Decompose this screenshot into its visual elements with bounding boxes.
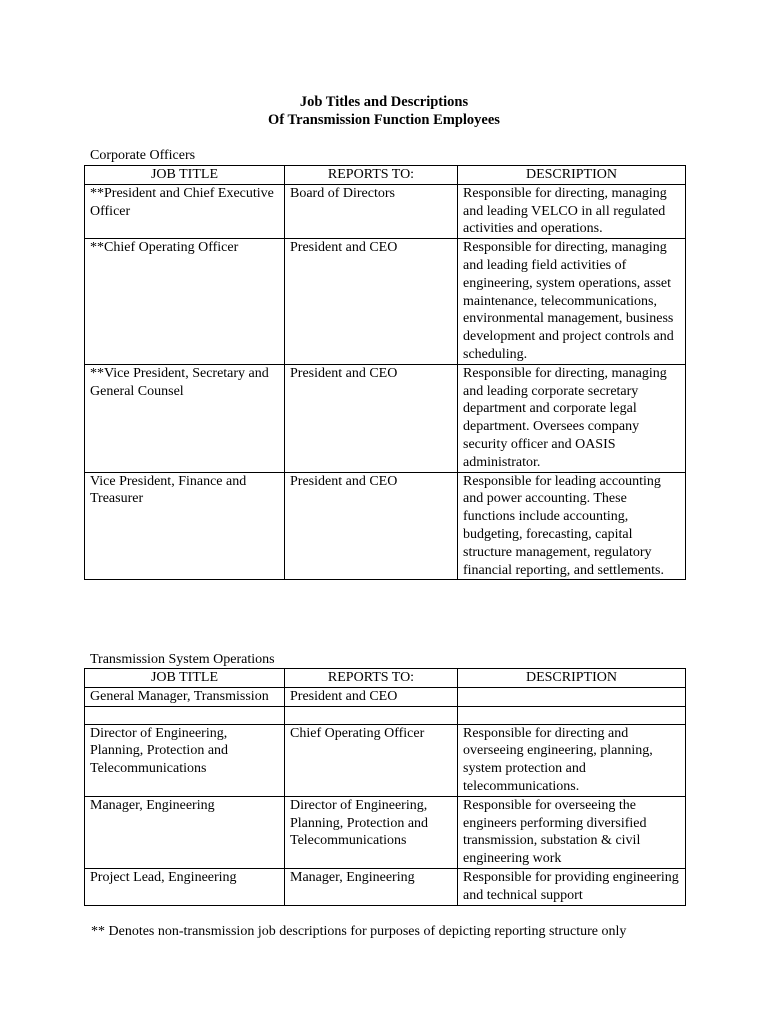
reports-to-cell: Chief Operating Officer: [285, 724, 458, 796]
footnote: ** Denotes non-transmission job descriptions for purposes of depicting reporting structure only: [91, 924, 627, 939]
reports-to-cell: President and CEO: [285, 364, 458, 472]
header-job-title: JOB TITLE: [85, 669, 285, 688]
job-title-cell: Project Lead, Engineering: [85, 868, 285, 905]
description-cell: Responsible for overseeing the engineers performing diversified transmission, substation & civil engineering work: [458, 796, 686, 868]
table-header-row: [85, 669, 686, 688]
reports-to-cell: President and CEO: [285, 239, 458, 365]
job-title-cell: [85, 706, 285, 724]
job-title-cell: Director of Engineering, Planning, Protection and Telecommunications: [85, 724, 285, 796]
table-row: [85, 796, 686, 868]
document-title-line-1: Job Titles and Descriptions: [299, 94, 469, 110]
table-row: [85, 364, 686, 472]
job-title-cell: **Chief Operating Officer: [85, 239, 285, 365]
job-title-cell: General Manager, Transmission: [85, 687, 285, 706]
description-cell: Responsible for directing, managing and leading VELCO in all regulated activities and operations.: [458, 184, 686, 238]
header-reports-to: REPORTS TO:: [285, 669, 458, 688]
corporate-officers-table: [84, 165, 686, 580]
section-label-corporate-officers: Corporate Officers: [90, 148, 196, 163]
reports-to-cell: [285, 706, 458, 724]
table-row: [85, 868, 686, 905]
header-description: DESCRIPTION: [458, 166, 686, 185]
table-row: [85, 239, 686, 365]
description-cell: [458, 687, 686, 706]
description-cell: Responsible for directing, managing and leading field activities of engineering, system operations, asset maintenance, telecommunications, environmental management, business development and project controls and scheduling.: [458, 239, 686, 365]
description-cell: [458, 706, 686, 724]
reports-to-cell: President and CEO: [285, 687, 458, 706]
header-reports-to: REPORTS TO:: [285, 166, 458, 185]
table-row: [85, 687, 686, 706]
header-description: DESCRIPTION: [458, 669, 686, 688]
table-row: [85, 184, 686, 238]
table-header-row: [85, 166, 686, 185]
description-cell: Responsible for directing and overseeing engineering, planning, system protection and telecommunications.: [458, 724, 686, 796]
description-cell: Responsible for leading accounting and power accounting. These functions include accounting, budgeting, forecasting, capital structure management, regulatory financial reporting, and settlements.: [458, 472, 686, 580]
header-job-title: JOB TITLE: [85, 166, 285, 185]
table-row-empty: [85, 706, 686, 724]
job-title-cell: Vice President, Finance and Treasurer: [85, 472, 285, 580]
table-row: [85, 724, 686, 796]
reports-to-cell: Manager, Engineering: [285, 868, 458, 905]
reports-to-cell: President and CEO: [285, 472, 458, 580]
section-label-transmission-system-operations: Transmission System Operations: [90, 652, 275, 667]
transmission-operations-table: [84, 668, 686, 906]
reports-to-cell: Board of Directors: [285, 184, 458, 238]
table-row: [85, 472, 686, 580]
description-cell: Responsible for directing, managing and leading corporate secretary department and corporate legal department. Oversees company security officer and OASIS administrator.: [458, 364, 686, 472]
document-title-line-2: Of Transmission Function Employees: [268, 112, 500, 128]
job-title-cell: Manager, Engineering: [85, 796, 285, 868]
job-title-cell: **President and Chief Executive Officer: [85, 184, 285, 238]
job-title-cell: **Vice President, Secretary and General Counsel: [85, 364, 285, 472]
reports-to-cell: Director of Engineering, Planning, Protection and Telecommunications: [285, 796, 458, 868]
description-cell: Responsible for providing engineering and technical support: [458, 868, 686, 905]
